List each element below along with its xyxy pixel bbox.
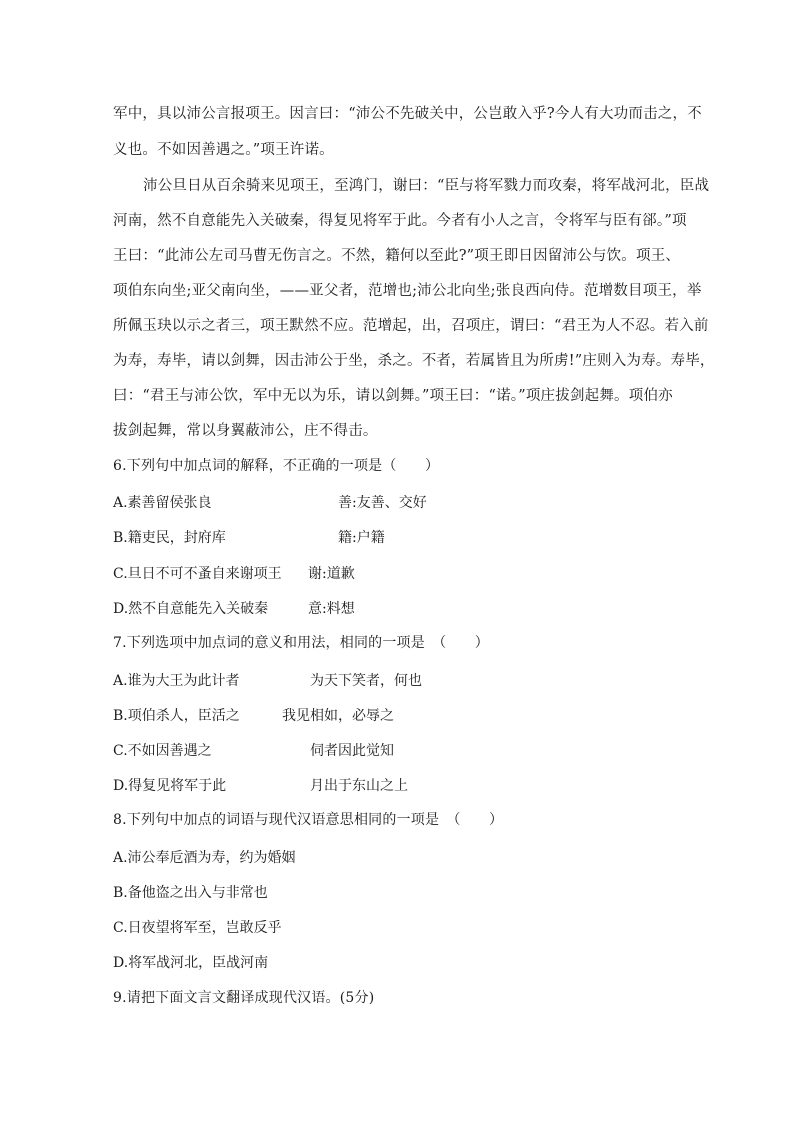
question-6-option-a: A.素善留侯张良 bbox=[113, 495, 212, 511]
question-9-stem: 9.请把下面文言文翻译成现代汉语。(5分) bbox=[113, 990, 375, 1006]
question-8-option-d: D.将军战河北，臣战河南 bbox=[113, 955, 269, 971]
passage-line: 项伯东向坐;亚父南向坐，——亚父者，范增也;沛公北向坐;张良西向侍。范增数目项王，举 bbox=[113, 283, 702, 299]
question-6-option-b-gloss: 籍:户籍 bbox=[338, 530, 385, 546]
question-6-option-a-gloss: 善:友善、交好 bbox=[338, 495, 427, 511]
passage-line: 为寿，寿毕，请以剑舞，因击沛公于坐，杀之。不者，若属皆且为所虏!”庄则入为寿。寿毕， bbox=[113, 353, 715, 369]
question-8-stem: 8.下列句中加点的词语与现代汉语意思相同的一项是 （ ） bbox=[113, 812, 504, 828]
passage-line: 军中，具以沛公言报项王。因言曰：“沛公不先破关中，公岂敢入乎?今人有大功而击之，不 bbox=[113, 106, 702, 122]
question-8-option-c: C.日夜望将军至，岂敢反乎 bbox=[113, 920, 282, 936]
question-7-option-c-pair: 伺者因此觉知 bbox=[310, 743, 394, 759]
question-6-stem: 6.下列句中加点词的解释，不正确的一项是（ ） bbox=[113, 458, 440, 474]
passage-line: 王曰：“此沛公左司马曹无伤言之。不然，籍何以至此?”项王即日因留沛公与饮。项王、 bbox=[113, 248, 681, 264]
question-7-option-a: A.谁为大王为此计者 bbox=[113, 673, 240, 689]
question-7-option-a-pair: 为天下笑者，何也 bbox=[310, 673, 422, 689]
passage-line: 曰：“君王与沛公饮，军中无以为乐，请以剑舞。”项王曰：“诺。”项庄拔剑起舞。项伯亦 bbox=[113, 388, 673, 404]
question-6-option-d: D.然不自意能先入关破秦 bbox=[113, 601, 269, 617]
passage-line: 所佩玉玦以示之者三，项王默然不应。范增起，出，召项庄，谓曰：“君王为人不忍。若入前 bbox=[113, 318, 709, 334]
question-6-option-b: B.籍吏民，封府库 bbox=[113, 530, 226, 546]
question-8-option-b: B.备他盗之出入与非常也 bbox=[113, 885, 268, 901]
question-6-option-c: C.旦日不可不蚤自来谢项王 bbox=[113, 566, 282, 582]
question-7-stem: 7.下列选项中加点词的意义和用法，相同的一项是 （ ） bbox=[113, 635, 489, 651]
passage-line: 沛公旦日从百余骑来见项王，至鸿门，谢曰：“臣与将军戮力而攻秦，将军战河北，臣战 bbox=[143, 178, 710, 194]
question-7-option-b: B.项伯杀人，臣活之 bbox=[113, 708, 240, 724]
passage-line: 义也。不如因善遇之。”项王许诺。 bbox=[113, 142, 334, 158]
passage-line: 河南，然不自意能先入关破秦，得复见将军于此。今者有小人之言，令将军与臣有郤。”项 bbox=[113, 213, 687, 229]
question-6-option-d-gloss: 意:料想 bbox=[308, 601, 355, 617]
question-7-option-d: D.得复见将军于此 bbox=[113, 778, 227, 794]
question-8-option-a: A.沛公奉卮酒为寿，约为婚姻 bbox=[113, 850, 296, 866]
question-7-option-d-pair: 月出于东山之上 bbox=[310, 778, 408, 794]
question-7-option-c: C.不如因善遇之 bbox=[113, 743, 212, 759]
question-7-option-b-pair: 我见相如，必辱之 bbox=[282, 708, 394, 724]
question-6-option-c-gloss: 谢:道歉 bbox=[308, 566, 355, 582]
passage-line: 拔剑起舞，常以身翼蔽沛公，庄不得击。 bbox=[113, 423, 378, 439]
